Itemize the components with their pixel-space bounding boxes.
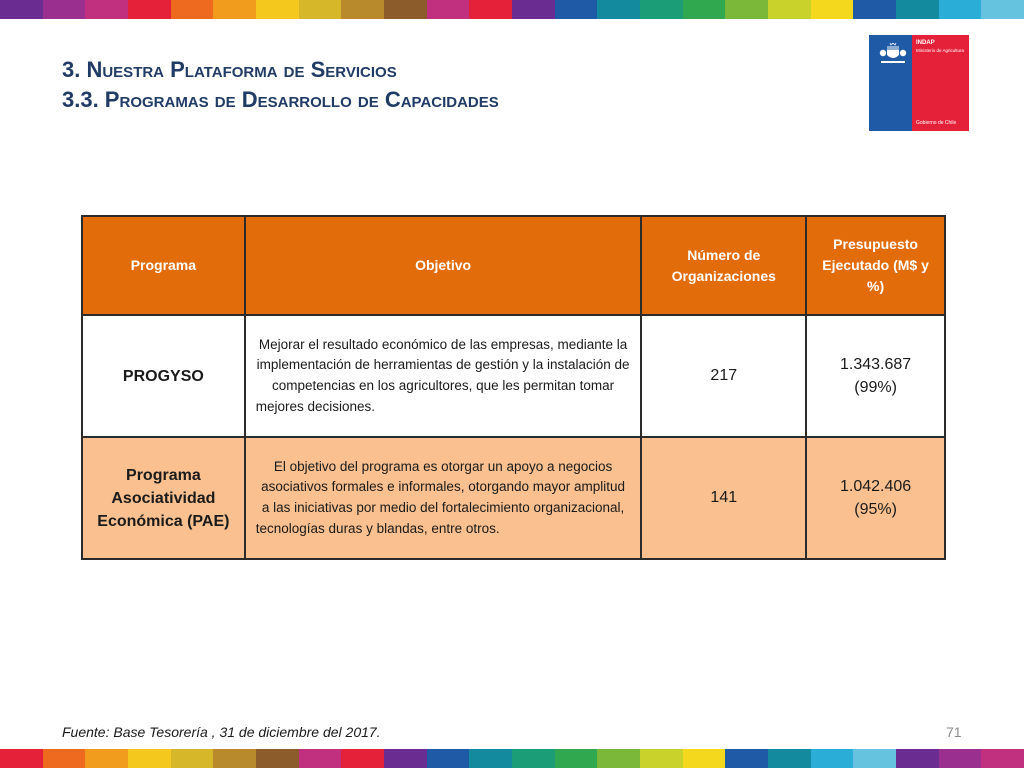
table-row	[82, 437, 945, 559]
stripe-segment	[171, 0, 214, 19]
stripe-segment	[341, 0, 384, 19]
column-header-organizaciones: Número de Organizaciones	[641, 216, 806, 315]
stripe-segment	[555, 749, 598, 768]
stripe-segment	[0, 749, 43, 768]
column-header-objetivo: Objetivo	[245, 216, 642, 315]
title-line-2: 3.3. Programas de Desarrollo de Capacidades	[62, 87, 499, 112]
stripe-segment	[384, 0, 427, 19]
stripe-segment	[128, 0, 171, 19]
presupuesto-monto: 1.343.687	[839, 356, 912, 373]
stripe-segment	[213, 749, 256, 768]
logo-blue-panel	[869, 35, 912, 131]
stripe-segment	[640, 749, 683, 768]
stripe-segment	[213, 0, 256, 19]
chile-coat-of-arms-icon	[878, 43, 908, 65]
stripe-segment	[256, 0, 299, 19]
stripe-segment	[43, 0, 86, 19]
stripe-segment	[469, 749, 512, 768]
cell-presupuesto	[806, 315, 945, 437]
presupuesto-porcentaje: (95%)	[854, 501, 897, 518]
slide-title	[62, 55, 499, 115]
indap-logo	[869, 35, 969, 131]
stripe-segment	[43, 749, 86, 768]
stripe-segment	[597, 749, 640, 768]
stripe-segment	[981, 749, 1024, 768]
stripe-segment	[171, 749, 214, 768]
cell-organizaciones: 217	[641, 315, 806, 437]
stripe-segment	[896, 749, 939, 768]
stripe-segment	[299, 749, 342, 768]
stripe-segment	[512, 749, 555, 768]
stripe-segment	[939, 749, 982, 768]
stripe-segment	[683, 0, 726, 19]
logo-ministry: Ministerio de Agricultura	[916, 48, 965, 53]
top-color-stripe	[0, 0, 1024, 19]
cell-programa: PROGYSO	[82, 315, 245, 437]
stripe-segment	[683, 749, 726, 768]
cell-objetivo: El objetivo del programa es otorgar un apoyo a negocios asociativos formales e informales, otorgando mayor amplitud a las iniciativas por medio del fortalecimiento organizacional, tecnologías duras y blandas, entre otros.	[245, 437, 642, 559]
stripe-segment	[341, 749, 384, 768]
presupuesto-monto: 1.042.406	[839, 478, 912, 495]
cell-objetivo: Mejorar el resultado económico de las empresas, mediante la implementación de herramientas de gestión y la instalación de competencias en los agricultores, que les permitan tomar mejores decisiones.	[245, 315, 642, 437]
stripe-segment	[981, 0, 1024, 19]
stripe-segment	[0, 0, 43, 19]
logo-red-panel	[912, 35, 969, 131]
page-number: 71	[946, 724, 962, 740]
stripe-segment	[597, 0, 640, 19]
stripe-segment	[256, 749, 299, 768]
stripe-segment	[768, 749, 811, 768]
cell-presupuesto	[806, 437, 945, 559]
title-line-1: 3. Nuestra Plataforma de Servicios	[62, 57, 397, 82]
presupuesto-porcentaje: (99%)	[854, 379, 897, 396]
stripe-segment	[427, 0, 470, 19]
logo-government: Gobierno de Chile	[916, 120, 957, 126]
stripe-segment	[853, 0, 896, 19]
stripe-segment	[640, 0, 683, 19]
stripe-segment	[427, 749, 470, 768]
stripe-segment	[555, 0, 598, 19]
logo-brand: INDAP	[916, 40, 935, 46]
stripe-segment	[469, 0, 512, 19]
stripe-segment	[299, 0, 342, 19]
table-header-row	[82, 216, 945, 315]
bottom-color-stripe	[0, 749, 1024, 768]
stripe-segment	[725, 749, 768, 768]
stripe-segment	[768, 0, 811, 19]
stripe-segment	[939, 0, 982, 19]
column-header-presupuesto: Presupuesto Ejecutado (M$ y %)	[806, 216, 945, 315]
stripe-segment	[811, 749, 854, 768]
stripe-segment	[811, 0, 854, 19]
cell-programa: Programa Asociatividad Económica (PAE)	[82, 437, 245, 559]
table-row	[82, 315, 945, 437]
source-note: Fuente: Base Tesorería , 31 de diciembre del 2017.	[62, 724, 381, 740]
column-header-programa: Programa	[82, 216, 245, 315]
stripe-segment	[896, 0, 939, 19]
stripe-segment	[853, 749, 896, 768]
stripe-segment	[512, 0, 555, 19]
stripe-segment	[85, 0, 128, 19]
stripe-segment	[128, 749, 171, 768]
programs-table	[81, 215, 946, 560]
stripe-segment	[725, 0, 768, 19]
stripe-segment	[384, 749, 427, 768]
cell-organizaciones: 141	[641, 437, 806, 559]
stripe-segment	[85, 749, 128, 768]
